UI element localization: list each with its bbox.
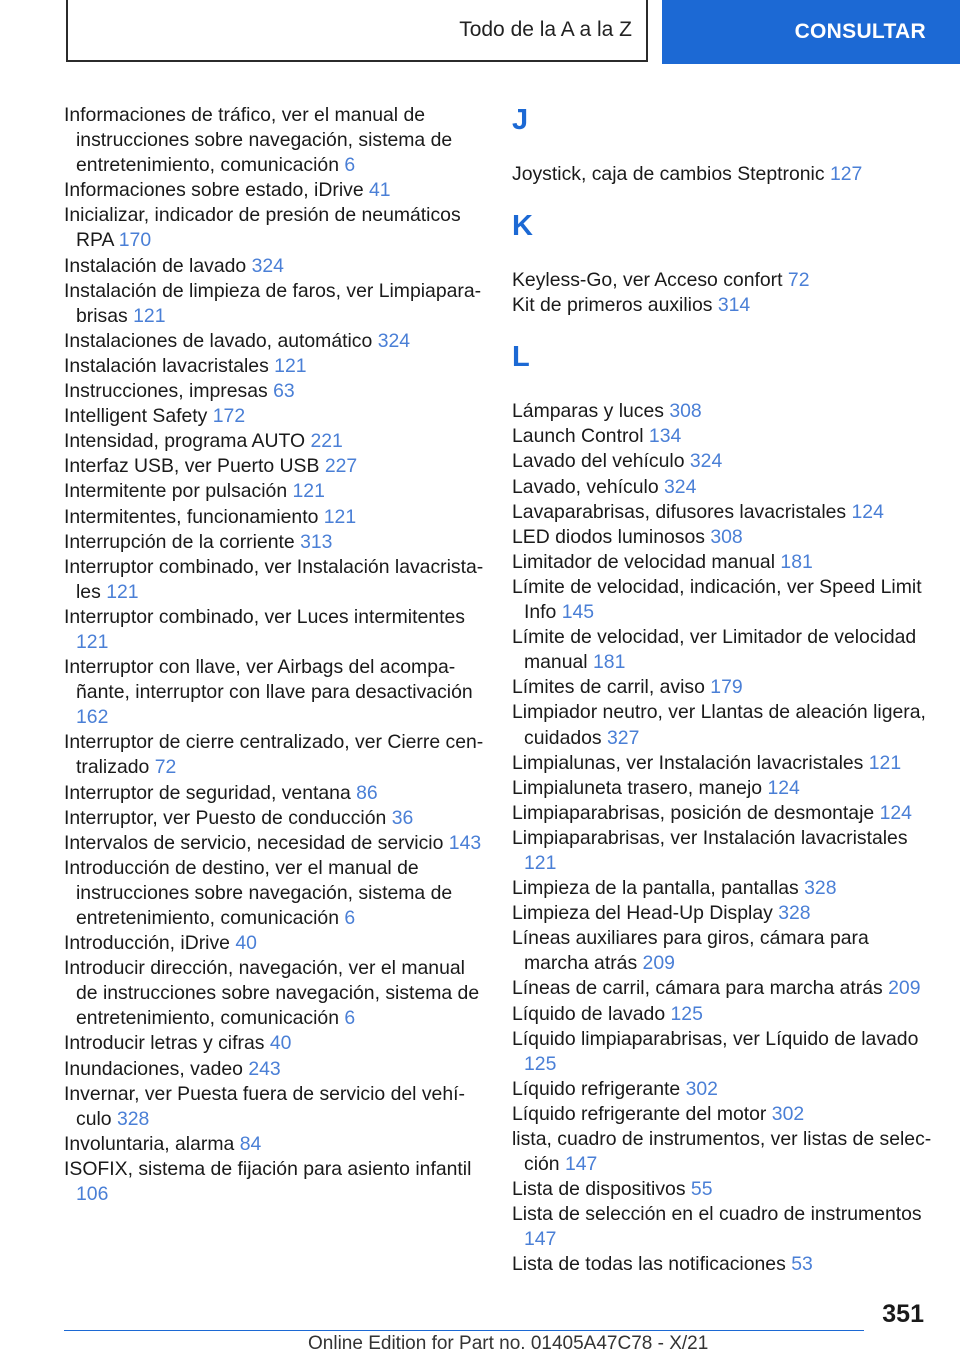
entry-page-link[interactable]: 41 <box>369 179 391 202</box>
entry-text: Líquido de lavado <box>512 1002 666 1025</box>
entry-text: Interruptor combinado, ver Instalación lavacristales <box>64 555 484 603</box>
index-entry[interactable] <box>512 901 932 926</box>
entry-page-link[interactable]: 124 <box>767 776 800 799</box>
entry-page-link[interactable]: 314 <box>717 294 751 317</box>
index-entry[interactable] <box>512 424 932 449</box>
section-spacer <box>512 241 932 268</box>
entry-page-link[interactable]: 124 <box>851 500 884 523</box>
index-entry[interactable] <box>64 806 484 831</box>
entry-page-link[interactable]: 121 <box>323 505 357 528</box>
entry-text: Inundaciones, vadeo <box>64 1057 243 1080</box>
entry-text: Límite de velocidad, indicación, ver Speed Limit Info <box>512 575 922 624</box>
entry-page-link[interactable]: 6 <box>344 907 356 929</box>
entry-text: Limpiaparabrisas, ver Instalación lavacristales <box>512 826 908 849</box>
entry-page-link[interactable]: 221 <box>310 430 343 453</box>
entry-text: Introducir letras y cifras <box>64 1032 265 1055</box>
index-entry[interactable] <box>512 1002 932 1027</box>
index-entry[interactable] <box>64 1031 484 1056</box>
index-entry[interactable] <box>64 1057 484 1082</box>
index-entry[interactable] <box>64 254 484 279</box>
index-entry[interactable] <box>512 475 932 500</box>
entry-text: Interruptor de cierre centralizado, ver Cierre centralizado <box>64 731 484 779</box>
entry-page-link[interactable]: 121 <box>133 304 166 327</box>
footer <box>308 1333 708 1355</box>
entry-page-link[interactable]: 308 <box>710 525 743 548</box>
entry-text: ISOFIX, sistema de fijación para asiento infantil <box>64 1157 472 1180</box>
entry-page-link[interactable]: 121 <box>274 354 307 377</box>
consult-tab[interactable] <box>662 0 960 64</box>
entry-text: Interfaz USB, ver Puerto USB <box>64 455 320 478</box>
entry-page-link[interactable]: 125 <box>670 1002 703 1025</box>
index-entry[interactable] <box>512 525 932 550</box>
entry-page-link[interactable]: 181 <box>780 550 813 573</box>
index-entry[interactable] <box>64 530 484 555</box>
entry-page-link[interactable]: 143 <box>448 831 482 854</box>
entry-page-link[interactable]: 6 <box>344 1007 356 1030</box>
index-entry[interactable] <box>64 781 484 806</box>
entry-text: Limpiaparabrisas, posición de desmontaje <box>512 801 875 824</box>
index-entry[interactable] <box>512 1077 932 1102</box>
entry-text: Interruptor, ver Puesto de conducción <box>64 806 387 829</box>
index-entry[interactable] <box>64 329 484 354</box>
index-entry[interactable] <box>512 700 932 750</box>
entry-page-link[interactable]: 302 <box>771 1102 805 1125</box>
index-entry[interactable] <box>64 354 484 379</box>
entry-page-link[interactable]: 170 <box>118 229 152 252</box>
section-spacer <box>512 135 932 162</box>
index-entry[interactable] <box>512 268 932 293</box>
entry-text: Líquido limpiaparabrisas, ver Líquido de lavado <box>512 1027 919 1050</box>
index-entry[interactable] <box>64 1157 484 1207</box>
entry-text: Limpieza de la pantalla, pantallas <box>512 877 799 900</box>
index-entry[interactable] <box>64 1132 484 1157</box>
entry-text: Límites de carril, aviso <box>512 676 705 699</box>
index-entry[interactable] <box>64 429 484 454</box>
entry-text: Interruptor con llave, ver Airbags del acompañante, interruptor con llave para desactivación <box>64 656 473 704</box>
entry-text: Límite de velocidad, ver Limitador de velocidad manual <box>512 626 917 674</box>
entry-text: Intermitente por pulsación <box>64 480 288 503</box>
index-entry[interactable] <box>512 776 932 801</box>
section-letter: K <box>512 210 533 243</box>
entry-page-link[interactable]: 72 <box>787 269 810 292</box>
entry-text: Líneas de carril, cámara para marcha atrás <box>512 977 883 1000</box>
entry-text: Limpialuneta trasero, manejo <box>512 776 763 799</box>
index-entry[interactable] <box>64 555 484 605</box>
entry-page-link[interactable]: 328 <box>804 877 837 900</box>
entry-text: Lista de dispositivos <box>512 1178 686 1201</box>
index-tab-label: Todo de la A a la Z <box>459 18 632 41</box>
index-entry[interactable] <box>64 404 484 429</box>
entry-text: LED diodos luminosos <box>512 525 705 548</box>
index-entry[interactable] <box>512 876 932 901</box>
entry-text: Informaciones sobre estado, iDrive <box>64 179 364 202</box>
entry-page-link[interactable]: 209 <box>888 977 921 1000</box>
entry-page-link[interactable]: 6 <box>344 154 356 177</box>
entry-page-link[interactable]: 40 <box>235 932 257 955</box>
index-entry[interactable] <box>512 976 932 1001</box>
entry-text: Joystick, caja de cambios Steptronic <box>512 163 825 185</box>
entry-page-link[interactable]: 55 <box>690 1178 713 1201</box>
entry-text: Lista de todas las notificaciones <box>512 1253 786 1276</box>
entry-page-link[interactable]: 324 <box>251 254 284 277</box>
index-entry[interactable] <box>512 162 932 187</box>
entry-page-link[interactable]: 121 <box>76 630 109 653</box>
entry-page-link[interactable]: 324 <box>689 450 723 473</box>
edition-text: Online Edition for Part no. 01405A47C78 - X/21 <box>308 1333 709 1354</box>
entry-page-link[interactable]: 302 <box>685 1077 718 1100</box>
entry-page-link[interactable]: 145 <box>561 601 595 624</box>
index-entry[interactable] <box>64 379 484 404</box>
consult-tab-label: CONSULTAR <box>794 20 926 43</box>
entry-text: Informaciones de tráfico, ver el manual de instrucciones sobre navegación, sistema de entretenimiento, comunicación <box>64 104 453 177</box>
entry-text: Limpiador neutro, ver Llantas de aleación ligera, cuidados <box>512 701 926 749</box>
entry-text: Intervalos de servicio, necesidad de servicio <box>64 831 444 854</box>
entry-text: Intelligent Safety <box>64 405 208 428</box>
index-entry[interactable] <box>512 293 932 318</box>
entry-page-link[interactable]: 162 <box>76 706 109 729</box>
index-entry[interactable] <box>64 831 484 856</box>
entry-text: Limpialunas, ver Instalación lavacristales <box>512 751 864 774</box>
entry-text: Introducción de destino, ver el manual de instrucciones sobre navegación, sistema de entretenimiento, comunicación <box>64 856 453 929</box>
entry-text: Interruptor combinado, ver Luces intermitentes <box>64 605 465 628</box>
entry-text: Limitador de velocidad manual <box>512 550 776 573</box>
entry-page-link[interactable]: 106 <box>76 1183 109 1206</box>
entry-text: Interruptor de seguridad, ventana <box>64 781 351 804</box>
entry-text: Líneas auxiliares para giros, cámara para marcha atrás <box>512 927 869 975</box>
entry-page-link[interactable]: 327 <box>607 726 640 749</box>
index-entry[interactable] <box>512 926 932 976</box>
index-column-right <box>512 103 932 1278</box>
entry-text: Launch Control <box>512 425 644 448</box>
index-entry[interactable] <box>512 500 932 525</box>
entry-page-link[interactable]: 134 <box>648 425 682 448</box>
entry-page-link[interactable]: 84 <box>239 1132 262 1155</box>
entry-page-link[interactable]: 308 <box>669 400 702 423</box>
section-spacer <box>512 372 932 399</box>
entry-page-link[interactable]: 328 <box>116 1107 150 1130</box>
entry-text: Lista de selección en el cuadro de instrumentos <box>512 1203 922 1226</box>
index-entry[interactable] <box>64 279 484 329</box>
entry-page-link[interactable]: 243 <box>248 1057 281 1080</box>
index-entry[interactable] <box>512 449 932 474</box>
entry-page-link[interactable]: 127 <box>829 163 863 185</box>
index-column-left <box>64 103 484 1207</box>
footer-divider <box>64 1330 864 1331</box>
entry-page-link[interactable]: 324 <box>664 475 697 498</box>
entry-page-link[interactable]: 121 <box>292 480 325 503</box>
index-entry[interactable] <box>512 1127 932 1177</box>
index-entry[interactable] <box>512 675 932 700</box>
entry-text: Intensidad, programa AUTO <box>64 430 306 453</box>
index-entry[interactable] <box>512 751 932 776</box>
entry-text: Instalaciones de lavado, automático <box>64 329 373 352</box>
entry-text: Instalación lavacristales <box>64 354 269 377</box>
index-entry[interactable] <box>512 575 932 625</box>
entry-text: Keyless-Go, ver Acceso confort <box>512 269 783 292</box>
section-spacer <box>512 318 932 340</box>
index-entry[interactable] <box>512 1102 932 1127</box>
index-entry[interactable] <box>64 103 484 178</box>
entry-page-link[interactable]: 72 <box>154 756 177 779</box>
entry-page-link[interactable]: 328 <box>778 902 811 925</box>
entry-text: Limpieza del Head-Up Display <box>512 902 773 925</box>
entry-text: Introducción, iDrive <box>64 932 230 955</box>
section-letter: L <box>512 341 530 374</box>
entry-text: Introducir dirección, navegación, ver el manual de instrucciones sobre navegación, sistema de entretenimiento, comunicación <box>64 957 480 1030</box>
entry-text: Involuntaria, alarma <box>64 1132 235 1155</box>
entry-page-link[interactable]: 124 <box>879 801 912 824</box>
index-entry[interactable] <box>512 550 932 575</box>
entry-page-link[interactable]: 40 <box>269 1032 292 1055</box>
index-entry[interactable] <box>64 203 484 253</box>
index-entry[interactable] <box>512 1027 932 1077</box>
index-entry[interactable] <box>512 801 932 826</box>
entry-text: lista, cuadro de instrumentos, ver listas de selección <box>512 1128 932 1176</box>
index-entry[interactable] <box>512 1252 932 1277</box>
index-entry[interactable] <box>512 1177 932 1202</box>
entry-page-link[interactable]: 121 <box>524 851 557 874</box>
entry-page-link[interactable]: 209 <box>642 952 675 975</box>
entry-text: Líquido refrigerante del motor <box>512 1102 767 1125</box>
entry-page-link[interactable]: 181 <box>593 651 626 674</box>
index-entry[interactable] <box>64 856 484 931</box>
index-entry[interactable] <box>64 956 484 1031</box>
entry-page-link[interactable]: 227 <box>324 455 358 478</box>
entry-text: Invernar, ver Puesta fuera de servicio del vehículo <box>64 1082 465 1130</box>
index-entry[interactable] <box>512 826 932 876</box>
index-entry[interactable] <box>64 931 484 956</box>
index-entry[interactable] <box>64 605 484 655</box>
entry-text: Lavado, vehículo <box>512 475 659 498</box>
entry-page-link[interactable]: 121 <box>868 751 902 774</box>
entry-page-link[interactable]: 147 <box>524 1228 557 1251</box>
section-letter: J <box>512 104 529 136</box>
page-number: 351 <box>882 1300 924 1328</box>
entry-page-link[interactable]: 179 <box>710 676 743 699</box>
entry-page-link[interactable]: 324 <box>377 329 411 352</box>
index-entry[interactable] <box>512 1202 932 1252</box>
index-entry[interactable] <box>64 505 484 530</box>
index-entry[interactable] <box>64 1082 484 1132</box>
index-entry[interactable] <box>512 399 932 424</box>
entry-page-link[interactable]: 121 <box>106 580 139 603</box>
entry-page-link[interactable]: 147 <box>564 1153 598 1176</box>
index-entry[interactable] <box>64 730 484 780</box>
index-entry[interactable] <box>512 625 932 675</box>
entry-text: Instalación de lavado <box>64 254 247 277</box>
entry-text: Instalación de limpieza de faros, ver Limpiaparabrisas <box>64 279 482 327</box>
index-entry[interactable] <box>64 655 484 730</box>
index-entry[interactable] <box>64 479 484 504</box>
index-entry[interactable] <box>64 454 484 479</box>
entry-text: Intermitentes, funcionamiento <box>64 505 319 528</box>
entry-page-link[interactable]: 53 <box>791 1253 813 1276</box>
entry-text: Instrucciones, impresas <box>64 380 268 403</box>
index-tab[interactable] <box>66 0 648 62</box>
entry-page-link[interactable]: 313 <box>300 530 333 553</box>
index-entry[interactable] <box>64 178 484 203</box>
entry-page-link[interactable]: 172 <box>212 405 246 428</box>
entry-text: Lavaparabrisas, difusores lavacristales <box>512 500 847 523</box>
section-spacer <box>512 187 932 209</box>
entry-text: Kit de primeros auxilios <box>512 294 713 317</box>
entry-text: Líquido refrigerante <box>512 1077 681 1100</box>
entry-text: Inicializar, indicador de presión de neumáticos RPA <box>64 204 461 252</box>
entry-text: Interrupción de la corriente <box>64 530 295 553</box>
entry-text: Lámparas y luces <box>512 400 664 423</box>
entry-page-link[interactable]: 36 <box>391 806 414 829</box>
entry-page-link[interactable]: 125 <box>524 1052 557 1075</box>
entry-page-link[interactable]: 86 <box>356 781 378 804</box>
entry-page-link[interactable]: 63 <box>273 380 295 403</box>
entry-text: Lavado del vehículo <box>512 450 685 473</box>
